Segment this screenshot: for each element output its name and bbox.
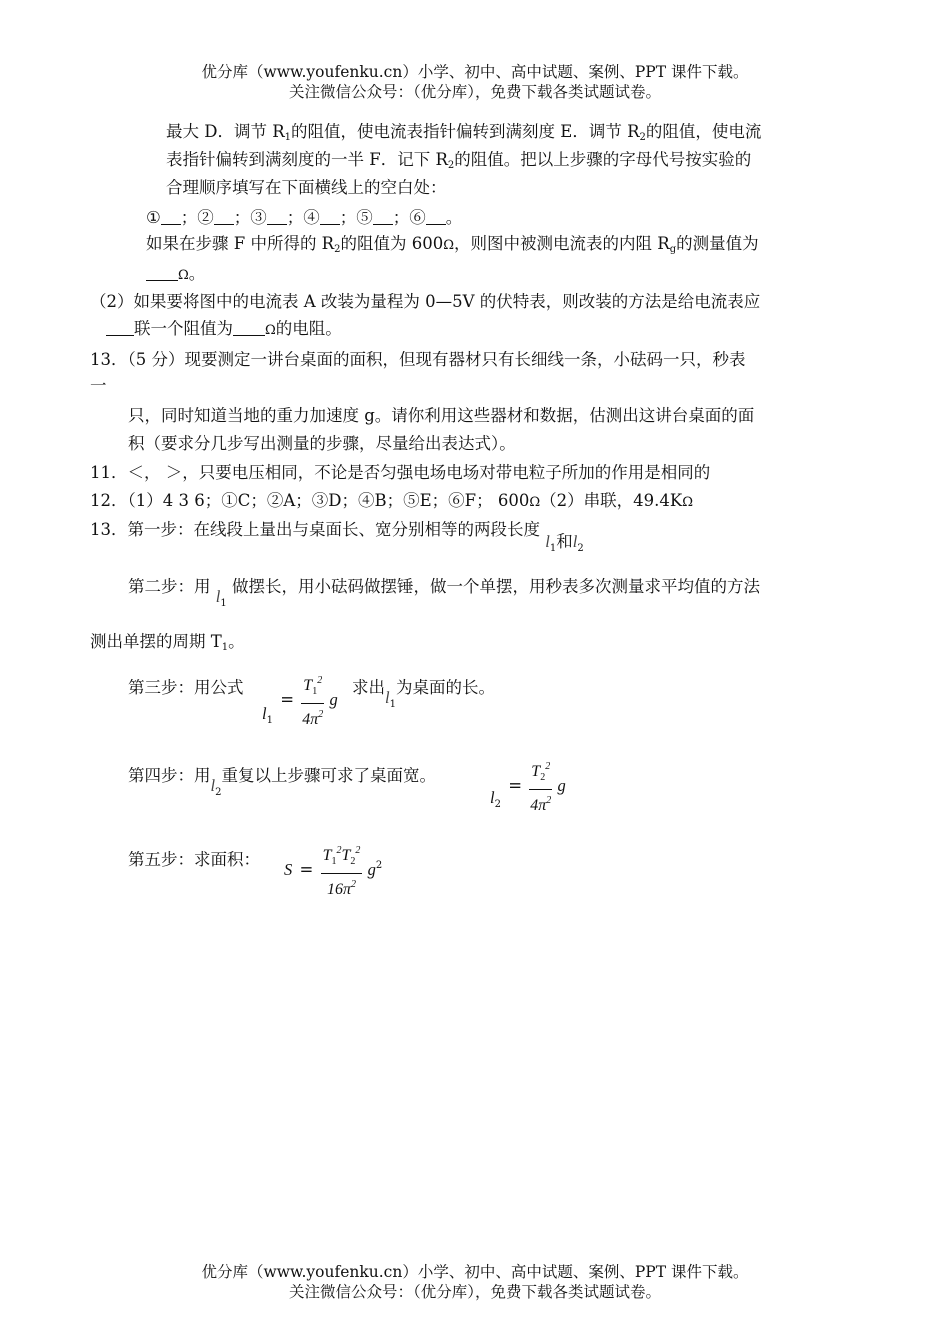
answer-13-step-3: 第三步：用公式 <box>128 678 244 697</box>
header-line-1: 优分库（www.youfenku.cn）小学、初中、高中试题、案例、PPT 课件下载。 <box>201 63 749 81</box>
answer-13-step-2-cont: 测出单摆的周期 $T_1$。 <box>90 632 245 653</box>
answer-12: 12．（1）4 3 6；①C；②A；③D；④B；⑤E；⑥F； 600Ω（2）串联，49.4KΩ <box>90 491 693 510</box>
answer-13-step-5: 第五步：求面积： <box>128 850 260 869</box>
q13-line-1: 13．（5 分）现要测定一讲台桌面的面积，但现有器材只有长细线一条，小砝码一只，秒表 <box>90 350 746 369</box>
q13-line-1b: 一 <box>90 376 107 395</box>
footer-line-2: 关注微信公众号：（优分库），免费下载各类试题试卷。 <box>288 1283 661 1301</box>
q12-ohm-blank-line: Ω。 <box>146 262 205 288</box>
answer-13-step-1: 13．第一步：在线段上量出与桌面长、宽分别相等的两段长度 $l_1$和$l_2$ <box>90 520 584 554</box>
blank-5[interactable] <box>373 207 393 225</box>
blank-4[interactable] <box>320 207 340 225</box>
formula-l1: $l_1$ = $\frac{T_1^2}{4\pi^2}$ g <box>262 670 338 731</box>
blank-resistor[interactable] <box>233 318 265 336</box>
blank-6[interactable] <box>426 207 446 225</box>
q12-step-line-3: 合理顺序填写在下面横线上的空白处： <box>166 178 447 197</box>
q12-step-line-1: 最大 D．调节 $R_1$的阻值，使电流表指针偏转到满刻度 E．调节 $R_2$的阻值，使电流 <box>166 122 762 143</box>
blank-1[interactable] <box>161 207 181 225</box>
blank-3[interactable] <box>267 207 287 225</box>
q12-part2-line-2: 联一个阻值为 Ω的电阻。 <box>106 317 342 343</box>
answer-13-step-3-cont: 求出$l_1$为桌面的长。 <box>352 678 495 710</box>
header-line-2: 关注微信公众号：（优分库），免费下载各类试题试卷。 <box>288 83 661 101</box>
blank-resistance[interactable] <box>146 263 178 281</box>
q13-line-2: 只，同时知道当地的重力加速度 g。请你利用这些器材和数据，估测出这讲台桌面的面 <box>128 406 755 425</box>
q12-r2-line: 如果在步骤 F 中所得的 $R_2$的阻值为 600Ω，则图中被测电流表的内阻 $R_g$的测量值为 <box>146 234 759 255</box>
footer-line-1: 优分库（www.youfenku.cn）小学、初中、高中试题、案例、PPT 课件下载。 <box>201 1263 749 1281</box>
q13-line-3: 积（要求分几步写出测量的步骤，尽量给出表达式）。 <box>128 434 516 453</box>
blank-connection[interactable] <box>106 318 134 336</box>
formula-area: S = $\frac{T_1^2T_2^2}{16\pi^2}$ $g^2$ <box>284 840 382 901</box>
answer-13-step-2: 第二步：用 $l_1$ 做摆长，用小砝码做摆锤，做一个单摆，用秒表多次测量求平均值的方法 <box>128 577 760 609</box>
q12-part2-line: （2）如果要将图中的电流表 A 改装为量程为 0—5V 的伏特表，则改装的方法是给电流表应 <box>90 292 761 311</box>
answer-13-step-4: 第四步：用$l_2$重复以上步骤可求了桌面宽。 <box>128 766 436 798</box>
q12-step-line-2: 表指针偏转到满刻度的一半 F．记下 $R_2$的阻值。把以上步骤的字母代号按实验的 <box>166 150 752 171</box>
blank-2[interactable] <box>214 207 234 225</box>
formula-l2: $l_2$ = $\frac{T_2^2}{4\pi^2}$ g <box>490 756 566 817</box>
q12-order-blanks: ① ；② ；③ ；④ ；⑤ ；⑥ 。 <box>146 208 463 227</box>
answer-11: 11．＜， ＞，只要电压相同，不论是否匀强电场电场对带电粒子所加的作用是相同的 <box>90 463 711 482</box>
